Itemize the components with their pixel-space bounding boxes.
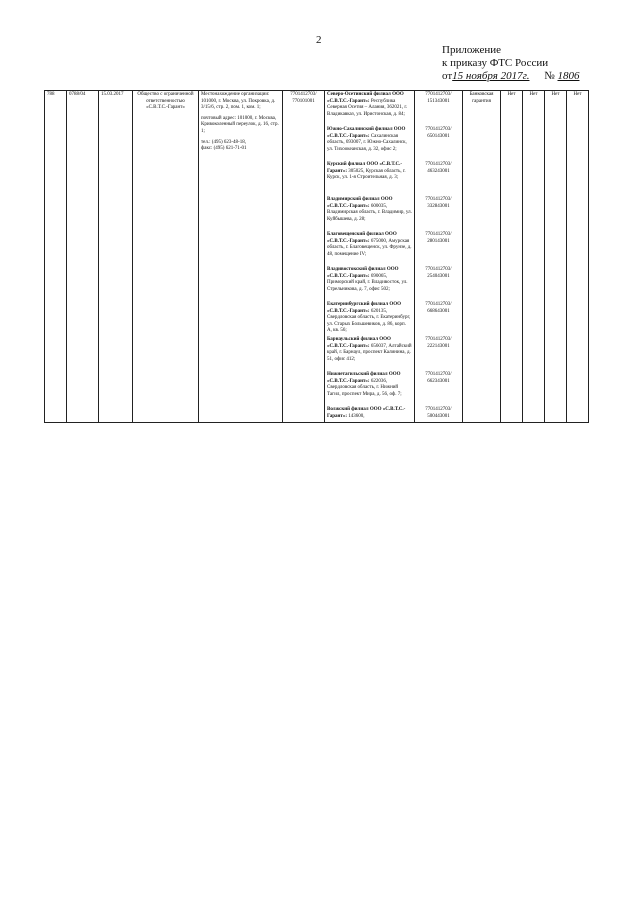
branch-name: Нижнетагильский филиал ООО «С.В.Т.С.-Гарант»: [327,372,401,384]
appendix-date-line [442,70,632,83]
branch-item [327,127,412,161]
appendix-title: Приложение [442,44,502,56]
branch-address: 305025, Курская область, г. Курск, ул. 1-я Строительная, д. 3; [327,168,406,181]
branch-inn: 7701412703/ 222143001 [425,337,452,349]
appendix-order-ref: к приказу ФТС России [442,57,549,69]
cell-security-type: Банковская гарантия [463,91,501,423]
branch-item [327,337,412,371]
cell-inn-main: 7701412703/ 770101001 [283,91,325,423]
branch-inn: 7701412703/ 650143001 [425,127,452,139]
fax: факс: (495) 621-71-01 [201,146,247,152]
registry-table [44,90,589,423]
cell-flag-2: Нет [523,91,545,423]
cell-addresses [199,91,283,423]
branch-address: 143600, [348,413,365,419]
cell-flag-3: Нет [545,91,567,423]
from-prefix: от [442,70,453,82]
appendix-header [442,44,632,83]
branch-inn: 7701412703/ 254043001 [425,267,452,279]
cell-date: 15.03.2017 [99,91,133,423]
order-number: 1806 [557,70,580,82]
branch-name: Южно-Сахалинский филиал ООО «С.В.Т.С.-Гарант»: [327,127,406,139]
cell-reg-number: 0788/04 [67,91,99,423]
branch-name: Екатеринбургский филиал ООО «С.В.Т.С.-Гарант»: [327,302,401,314]
branch-item [327,162,412,196]
cell-org-name: Общество с ограниченной ответственностью «С.В.Т.С.-Гарант» [133,91,199,423]
branch-item [327,372,412,406]
branch-address: Республика Северная Осетия – Алания, 362021, г. Владикавказ, ул. Иристонская, д. 84; [327,98,408,117]
branch-name: Курский филиал ООО «С.В.Т.С.-Гарант»: [327,162,402,174]
branch-name: Владивостокский филиал ООО «С.В.Т.С.-Гарант»: [327,267,399,279]
cell-flag-1: Нет [501,91,523,423]
branch-inn: 7701412703/ 151343001 [425,92,452,104]
branch-address: 690065, Приморский край, г. Владивосток, ул. Стрельникова, д. 7, офис 502; [327,273,408,292]
branch-item [327,232,412,266]
branch-item [327,197,412,231]
branch-inn: 7701412703/ 500443001 [425,407,452,419]
cell-branch-inns [415,91,463,423]
branch-address: 622036, Свердловская область, г. Нижний Тагил, проспект Мира, д. 56, оф. 7; [327,378,402,397]
branch-address: 600035, Владимирская область, г. Владимир, ул. Куйбышева, д. 28; [327,203,412,222]
branch-inn: 7701412703/ 463243001 [425,162,452,174]
branch-name: Северо-Осетинский филиал ООО «С.В.Т.С.-Гарант»: [327,92,404,104]
branch-name: Барнаульский филиал ООО «С.В.Т.С.-Гарант»: [327,337,391,349]
cell-flag-4: Нет [567,91,589,423]
branch-inn: 7701412703/ 662343001 [425,372,452,384]
table-row [45,91,589,423]
number-prefix: № [544,70,555,82]
branch-name: Владимирский филиал ООО «С.В.Т.С.-Гарант»: [327,197,393,209]
page-number: 2 [316,34,322,46]
branch-inn: 7701412703/ 280143001 [425,232,452,244]
branch-name: Волжский филиал ООО «С.В.Т.С.-Гарант»: [327,407,406,419]
branch-inn: 7701412703/ 668643001 [425,302,452,314]
branch-name: Благовещенский филиал ООО «С.В.Т.С.-Гарант»: [327,232,397,244]
branch-item [327,302,412,336]
cell-index: 788 [45,91,67,423]
branch-address: Сахалинская область, 693007, г. Южно-Сахалинск, ул. Тихоокеанская, д. 32, офис 2; [327,133,407,152]
branch-address: 656037, Алтайский край, г. Барнаул, проспект Калинина, д. 51, офис 412; [327,343,412,362]
cell-branches [325,91,415,423]
branch-item [327,92,412,126]
location-address: Местонахождение организации: 101000, г. Москва, ул. Покровка, д. 3/15/6, стр. 2, пом. 1, ком. 1; [201,92,276,111]
branch-address: 675000, Амурская область, г. Благовещенск, ул. Фрунзе, д. 48, помещение IV; [327,238,412,257]
branch-inn: 7701412703/ 332843001 [425,197,452,209]
postal-address: почтовый адрес: 101000, г. Москва, Кривоколенный переулок, д. 16, стр. 1; [201,115,279,134]
phone: тел.: (495) 623-48-18, [201,139,246,145]
branch-address: 620135, Свердловская область, г. Екатеринбург, ул. Старых Большевиков, д. 86, корп. А, кв. 56; [327,308,411,334]
branch-item [327,267,412,301]
order-date: 15 ноября 2017г. [452,70,530,82]
branch-item [327,407,412,420]
